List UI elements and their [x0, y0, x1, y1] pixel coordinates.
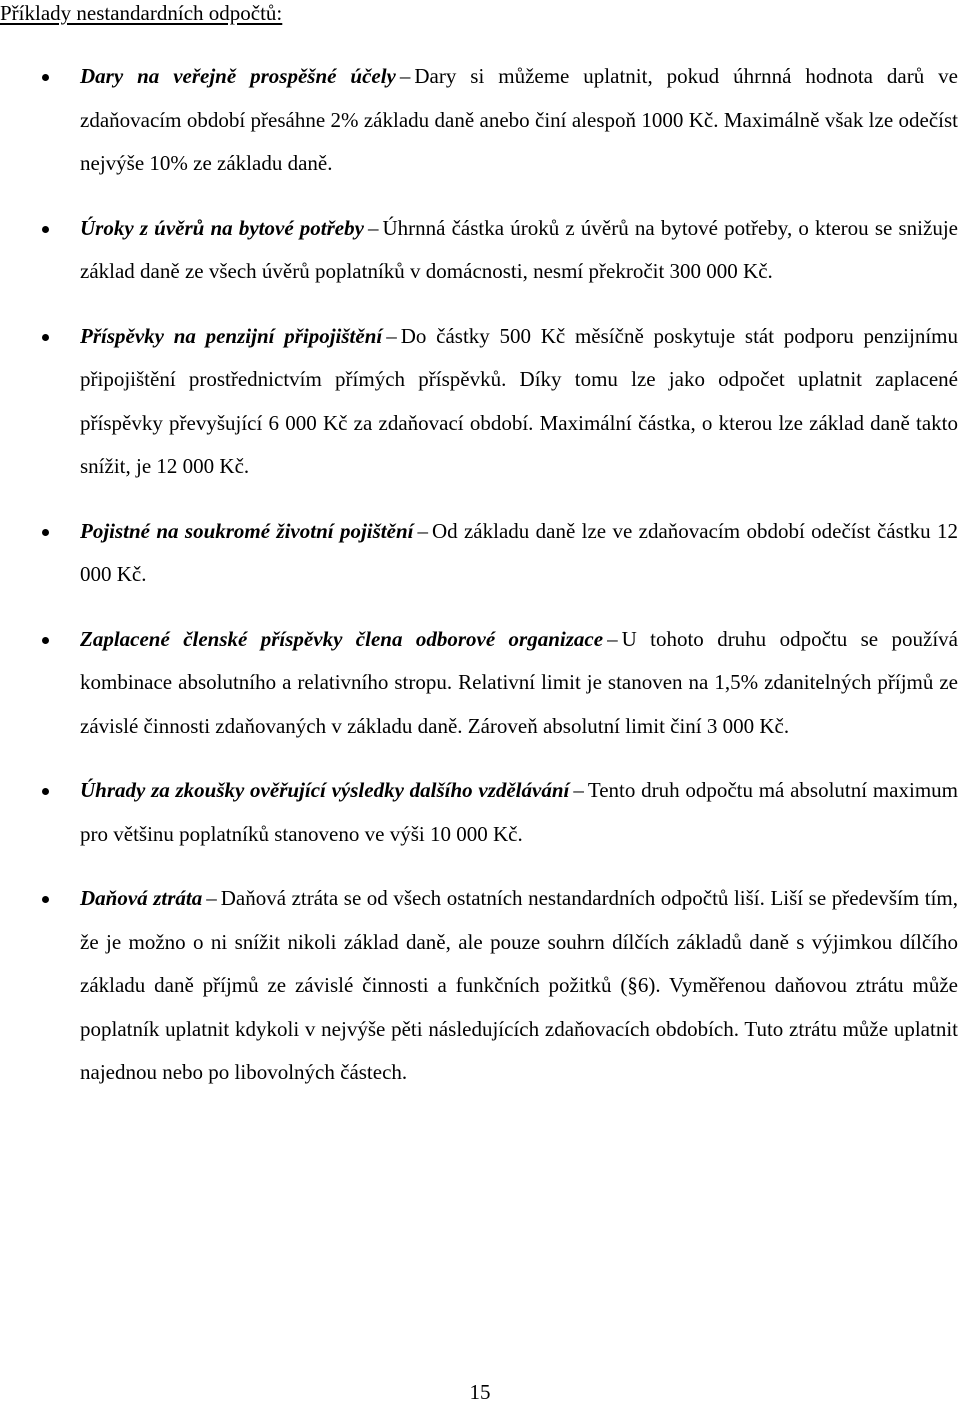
section-heading: Příklady nestandardních odpočtů: — [0, 1, 283, 25]
bullet-icon — [42, 74, 49, 81]
dash-separator: – — [607, 626, 618, 651]
dash-separator: – — [573, 778, 584, 802]
item-text: Daňová ztráta se od všech ostatních nestandardních odpočtů liší. Liší se především tím, že je možno o ni snížit nikoli základ daně, ale pouze souhrn dílčích základů daně s výjimkou dílčího základu daně příjmů ze závislé činnosti a funkčních požitků (§6). Vyměřenou daňovou ztrátu může poplatník uplatnit kdykoli v nejvýše pěti následujících zdaňovacích obdobích. Tuto ztrátu může uplatnit najednou nebo po libovolných částech. — [80, 886, 958, 1084]
list-item — [0, 207, 960, 294]
item-text: Úhrnná částka úroků z úvěrů na bytové potřeby, o kterou se snižuje základ daně ze všech úvěrů poplatníků v domácnosti, nesmí překročit 300 000 Kč. — [80, 215, 958, 283]
item-text: Od základu daně lze ve zdaňovacím období odečíst částku 12 000 Kč. — [80, 518, 958, 586]
item-term: Úhrady za zkoušky ověřující výsledky dalšího vzdělávání — [80, 778, 570, 802]
list-item — [0, 769, 960, 856]
list-item — [0, 618, 960, 749]
item-term: Příspěvky na penzijní připojištění — [80, 323, 383, 348]
deduction-list — [0, 55, 960, 1116]
dash-separator: – — [417, 518, 428, 543]
bullet-icon — [42, 529, 49, 536]
item-term: Úroky z úvěrů na bytové potřeby — [80, 215, 364, 240]
item-text: Do částky 500 Kč měsíčně poskytuje stát podporu penzijnímu připojištění prostřednictvím přímých příspěvků. Díky tomu lze jako odpočet uplatnit zaplacené příspěvky převyšující 6 000 Kč za zdaňovací období. Maximální částka, o kterou lze základ daně takto snížit, je 12 000 Kč. — [80, 323, 958, 478]
page-number: 15 — [469, 1380, 491, 1404]
item-term: Pojistné na soukromé životní pojištění — [80, 518, 414, 543]
bullet-icon — [42, 637, 49, 644]
dash-separator: – — [367, 215, 379, 240]
list-item — [0, 315, 960, 489]
list-item — [0, 877, 960, 1095]
bullet-icon — [42, 334, 49, 341]
item-term: Daňová ztráta — [80, 886, 203, 910]
dash-separator: – — [399, 64, 411, 88]
item-text: Dary si můžeme uplatnit, pokud úhrnná hodnota darů ve zdaňovacím období přesáhne 2% základu daně anebo činí alespoň 1000 Kč. Maximálně však lze odečíst nejvýše 10% ze základu daně. — [80, 64, 958, 175]
bullet-icon — [42, 788, 49, 795]
bullet-icon — [42, 226, 49, 233]
dash-separator: – — [206, 886, 217, 910]
item-term: Dary na veřejně prospěšné účely — [80, 64, 396, 88]
item-text: Tento druh odpočtu má absolutní maximum pro většinu poplatníků stanoveno ve výši 10 000 Kč. — [80, 778, 958, 846]
list-item — [0, 55, 960, 186]
dash-separator: – — [386, 323, 397, 348]
bullet-icon — [42, 896, 49, 903]
item-term: Zaplacené členské příspěvky člena odborové organizace — [80, 626, 604, 651]
list-item — [0, 510, 960, 597]
item-text: U tohoto druhu odpočtu se používá kombinace absolutního a relativního stropu. Relativní limit je stanoven na 1,5% zdanitelných příjmů ze závislé činnosti zdaňovaných v základu daně. Zároveň absolutní limit činí 3 000 Kč. — [80, 626, 958, 738]
